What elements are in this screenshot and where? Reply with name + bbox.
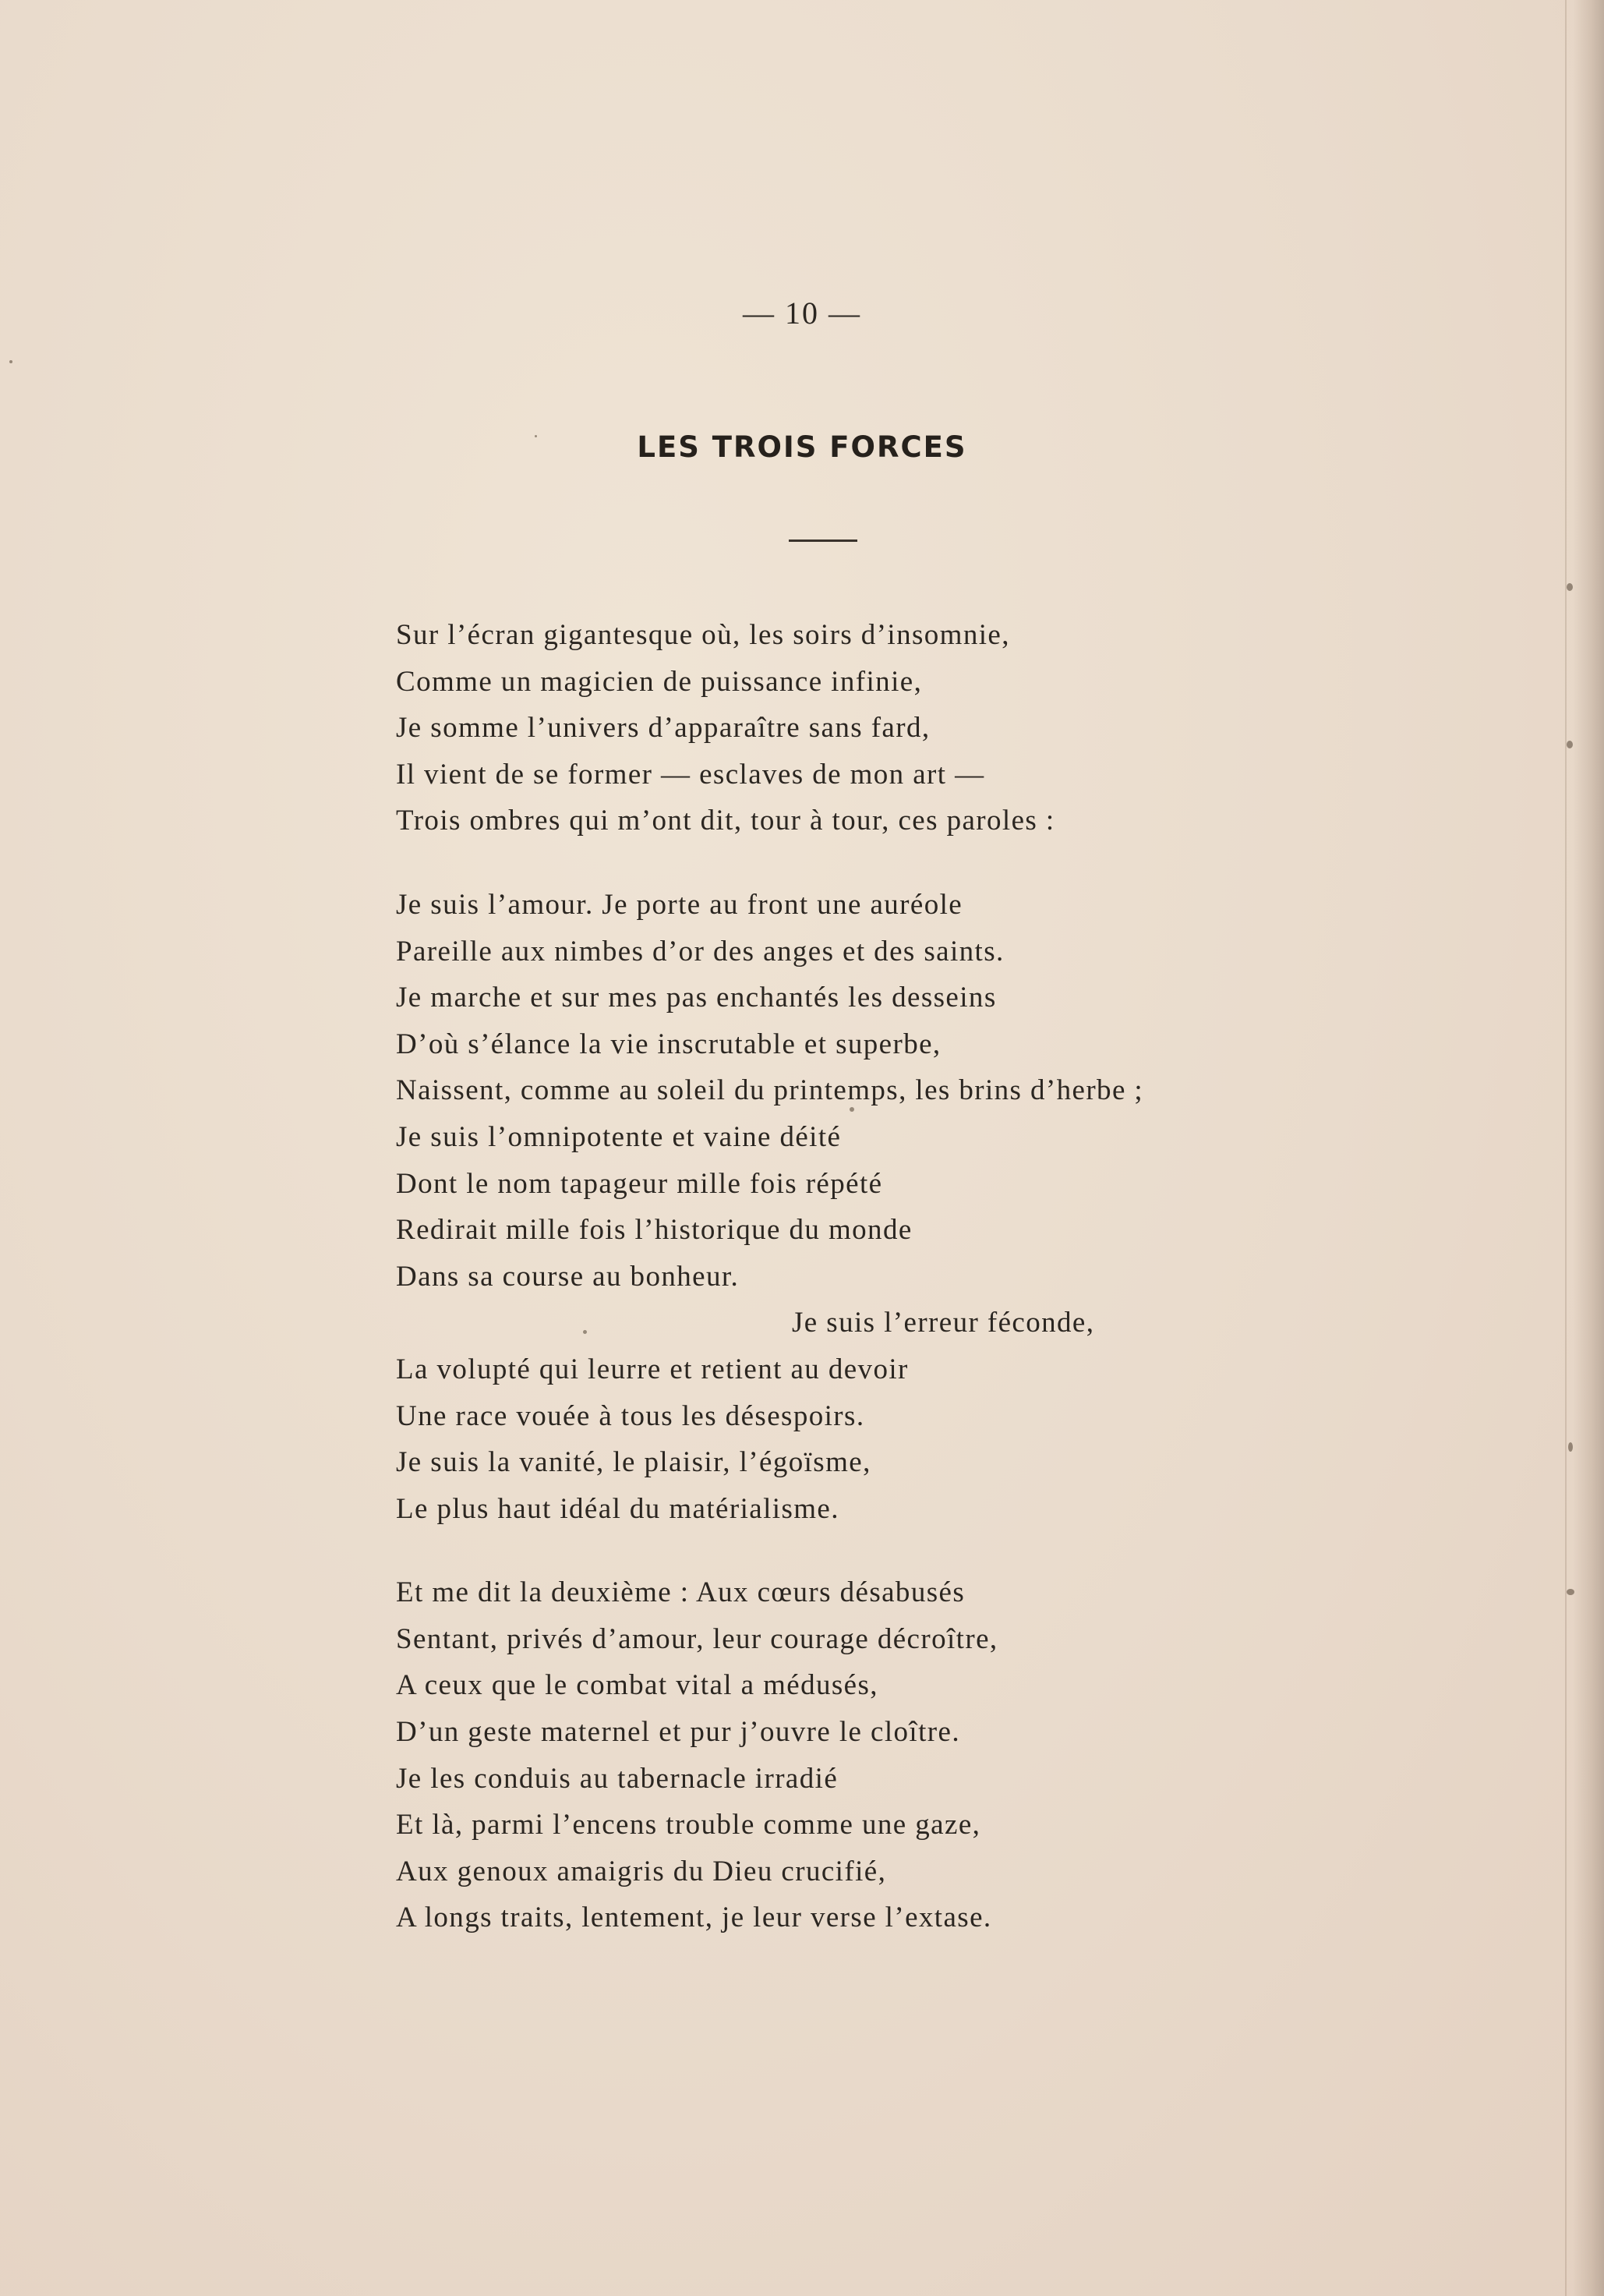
poem-line: Trois ombres qui m’ont dit, tour à tour, ces paroles : [396,805,1055,837]
poem-title: LES TROIS FORCES [637,430,967,464]
poem-line: Je somme l’univers d’apparaître sans fard, [396,712,931,745]
poem-line: Je suis l’amour. Je porte au front une auréole [396,888,963,921]
poem-line: Je les conduis au tabernacle irradié [396,1762,839,1795]
paper-speck [9,360,12,363]
poem-line: La volupté qui leurre et retient au devoir [396,1353,909,1385]
paper-speck [1568,1442,1573,1452]
poem-line: Naissent, comme au soleil du printemps, les brins d’herbe ; [396,1074,1144,1107]
poem-line: Sentant, privés d’amour, leur courage décroître, [396,1622,998,1655]
poem-line: Je marche et sur mes pas enchantés les desseins [396,982,997,1014]
poem-line: Il vient de se former — esclaves de mon art — [396,758,985,791]
poem-line: Dans sa course au bonheur. [396,1260,740,1293]
poem-line: Sur l’écran gigantesque où, les soirs d’insomnie, [396,619,1010,651]
stanza-1 [396,612,1300,844]
poem-line: A ceux que le combat vital a médusés, [396,1669,878,1702]
page-edge-shadow [1573,0,1604,2296]
paper-speck [1567,1589,1574,1595]
poem-line: Aux genoux amaigris du Dieu crucifié, [396,1855,887,1887]
paper-speck [1567,741,1573,748]
paper-speck [535,435,537,437]
poem-line: D’où s’élance la vie inscrutable et superbe, [396,1028,942,1060]
poem-line: Dont le nom tapageur mille fois répété [396,1167,883,1200]
page-fold-line [1565,0,1567,2296]
poem-line: Comme un magicien de puissance infinie, [396,665,923,698]
paper-speck [1567,583,1573,591]
title-divider [789,540,857,542]
poem-line: Et me dit la deuxième : Aux cœurs désabusés [396,1576,966,1609]
stanza-gap [396,844,1300,882]
stanza-3 [396,1569,1300,1941]
poem-line: Et là, parmi l’encens trouble comme une gaze, [396,1809,981,1841]
page-number: — 10 — [743,295,861,331]
poem-line: Redirait mille fois l’historique du monde [396,1214,913,1247]
paper-speck [850,1107,854,1112]
poem-line: Je suis la vanité, le plaisir, l’égoïsme, [396,1446,871,1479]
poem-line: Pareille aux nimbes d’or des anges et des saints. [396,935,1005,968]
paper-speck [583,1330,587,1334]
stanza-gap [396,1532,1300,1569]
poem-line: Une race vouée à tous les désespoirs. [396,1399,865,1432]
poem-line: Je suis l’omnipotente et vaine déité [396,1120,842,1153]
stanza-2 [396,882,1300,1532]
poem-line-indented: Je suis l’erreur féconde, [792,1307,1095,1339]
poem-line: Le plus haut idéal du matérialisme. [396,1492,839,1525]
poem-line: A longs traits, lentement, je leur verse l’extase. [396,1902,992,1934]
poem-body [396,612,1300,1941]
poem-line: D’un geste maternel et pur j’ouvre le cloître. [396,1716,960,1749]
